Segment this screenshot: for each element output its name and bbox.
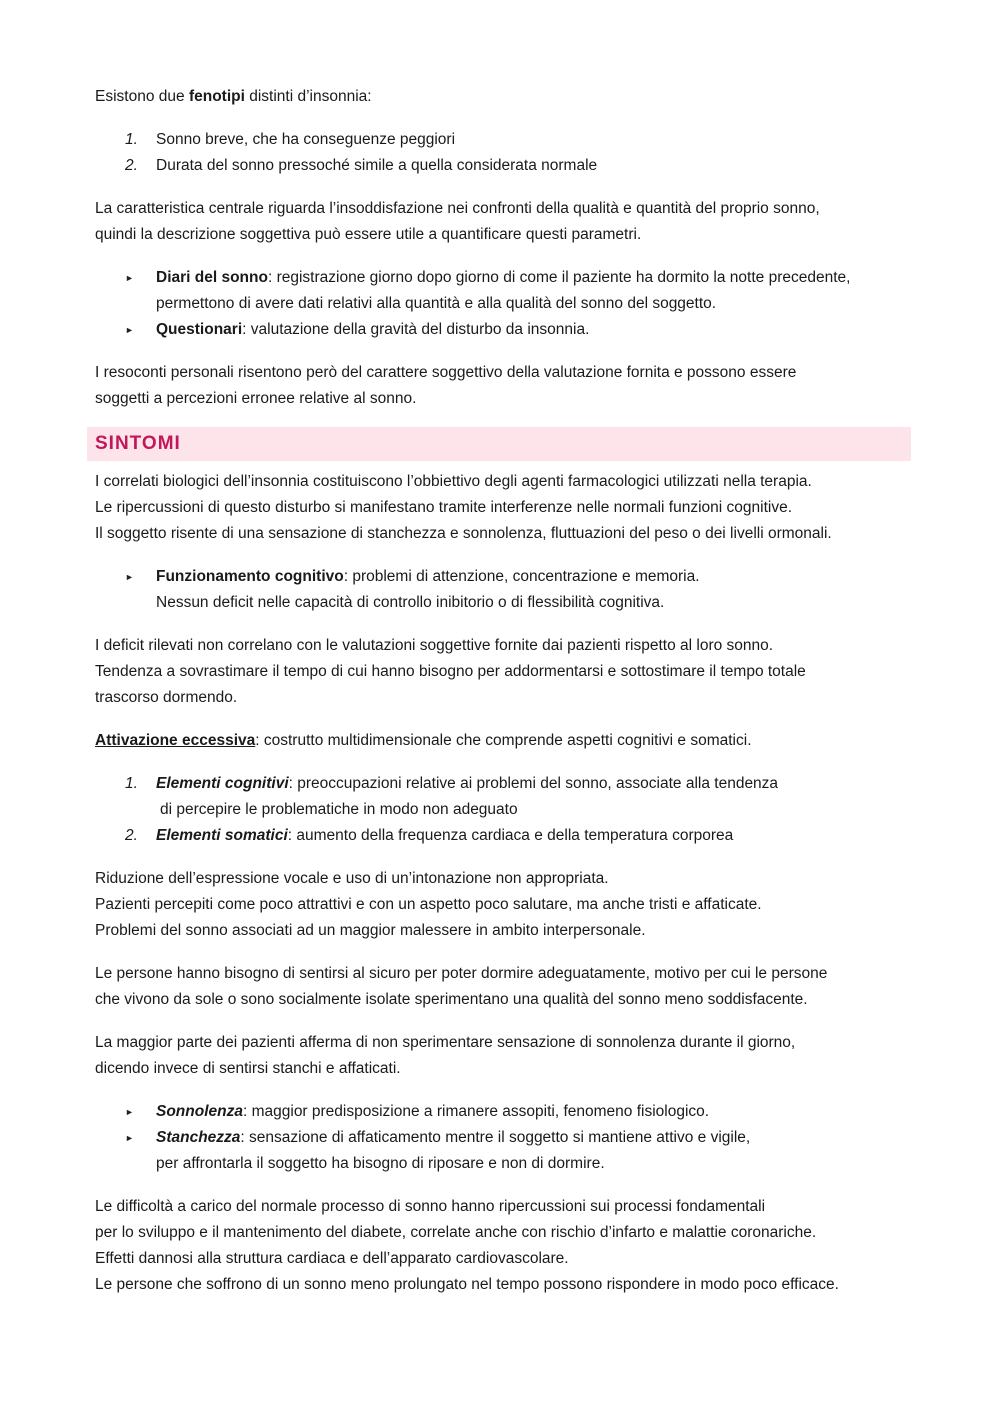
intro-bold: fenotipi bbox=[188, 88, 245, 105]
bullet-triangle-icon: ► bbox=[125, 325, 134, 335]
list-text: : sensazione di affaticamento mentre il soggetto si mantiene attivo e vigile, bbox=[240, 1129, 751, 1146]
document-page bbox=[95, 84, 925, 1315]
paragraph-line: quindi la descrizione soggettiva può essere utile a quantificare questi parametri. bbox=[95, 226, 642, 243]
paragraph-line: che vivono da sole o sono socialmente isolate sperimentano una qualità del sonno meno soddisfacente. bbox=[95, 991, 808, 1008]
intro-paragraph bbox=[95, 84, 925, 110]
paragraph-line: per lo sviluppo e il mantenimento del diabete, correlate anche con rischio d’infarto e malattie coronariche. bbox=[95, 1224, 817, 1241]
list-text: : problemi di attenzione, concentrazione e memoria. bbox=[343, 568, 700, 585]
list-item bbox=[95, 823, 925, 849]
deficits-paragraph bbox=[95, 633, 925, 711]
safety-paragraph bbox=[95, 961, 925, 1013]
fatigue-list bbox=[95, 1099, 925, 1177]
paragraph-line: Effetti dannosi alla struttura cardiaca e dell’apparato cardiovascolare. bbox=[95, 1250, 569, 1267]
paragraph-line: Riduzione dell’espressione vocale e uso di un’intonazione non appropriata. bbox=[95, 870, 609, 887]
list-number: 2. bbox=[125, 827, 138, 844]
bullet-triangle-icon: ► bbox=[125, 273, 134, 283]
paragraph-line: dicendo invece di sentirsi stanchi e affaticati. bbox=[95, 1060, 401, 1077]
list-text: Nessun deficit nelle capacità di controllo inibitorio o di flessibilità cognitiva. bbox=[156, 594, 665, 611]
list-item bbox=[95, 1125, 925, 1177]
intro-text: Esistono due bbox=[95, 88, 189, 105]
list-item bbox=[95, 153, 925, 179]
paragraph-line: I resoconti personali risentono però del carattere soggettivo della valutazione fornita e possono essere bbox=[95, 364, 797, 381]
list-text: : maggior predisposizione a rimanere assopiti, fenomeno fisiologico. bbox=[242, 1103, 710, 1120]
list-term: Sonnolenza bbox=[156, 1103, 243, 1120]
list-item bbox=[95, 564, 925, 616]
paragraph-line: I deficit rilevati non correlano con le valutazioni soggettive fornite dai pazienti rispetto al loro sonno. bbox=[95, 637, 774, 654]
list-text: : preoccupazioni relative ai problemi del sonno, associate alla tendenza bbox=[288, 775, 779, 792]
section-heading: SINTOMI bbox=[87, 427, 911, 461]
list-term: Stanchezza bbox=[156, 1129, 241, 1146]
paragraph-line: Tendenza a sovrastimare il tempo di cui hanno bisogno per addormentarsi e sottostimare il tempo totale bbox=[95, 663, 806, 680]
paragraph-line: Il soggetto risente di una sensazione di stanchezza e sonnolenza, fluttuazioni del peso o dei livelli ormonali. bbox=[95, 525, 832, 542]
list-item bbox=[95, 317, 925, 343]
intro-text-end: distinti d’insonnia: bbox=[244, 88, 372, 105]
list-text: permettono di avere dati relativi alla quantità e alla qualità del sonno del soggetto. bbox=[156, 295, 717, 312]
activation-paragraph bbox=[95, 728, 925, 754]
tools-list bbox=[95, 265, 925, 343]
list-number: 1. bbox=[125, 775, 138, 792]
paragraph-line: Le ripercussioni di questo disturbo si manifestano tramite interferenze nelle normali funzioni cognitive. bbox=[95, 499, 793, 516]
health-paragraph bbox=[95, 1194, 925, 1298]
central-paragraph bbox=[95, 196, 925, 248]
paragraph-line: Le persone che soffrono di un sonno meno prolungato nel tempo possono rispondere in modo poco efficace. bbox=[95, 1276, 839, 1293]
bullet-triangle-icon: ► bbox=[125, 1133, 134, 1143]
paragraph-line: Pazienti percepiti come poco attrattivi e con un aspetto poco salutare, ma anche tristi e affaticate. bbox=[95, 896, 762, 913]
paragraph-line: Problemi del sonno associati ad un maggior malessere in ambito interpersonale. bbox=[95, 922, 646, 939]
vocal-paragraph bbox=[95, 866, 925, 944]
list-term: Elementi somatici bbox=[156, 827, 288, 844]
symptoms-paragraph bbox=[95, 469, 925, 547]
underlined-term: Attivazione eccessiva bbox=[95, 732, 256, 749]
list-item bbox=[95, 771, 925, 823]
paragraph-line: Le persone hanno bisogno di sentirsi al sicuro per poter dormire adeguatamente, motivo per cui le persone bbox=[95, 965, 828, 982]
list-term: Questionari bbox=[156, 321, 243, 338]
paragraph-line: trascorso dormendo. bbox=[95, 689, 238, 706]
list-text: Sonno breve, che ha conseguenze peggiori bbox=[156, 131, 456, 148]
list-text: Durata del sonno pressoché simile a quella considerata normale bbox=[156, 157, 598, 174]
list-item bbox=[95, 265, 925, 317]
list-term: Diari del sonno bbox=[156, 269, 268, 286]
list-term: Funzionamento cognitivo bbox=[156, 568, 344, 585]
paragraph-text: : costrutto multidimensionale che comprende aspetti cognitivi e somatici. bbox=[255, 732, 752, 749]
list-text: : registrazione giorno dopo giorno di come il paziente ha dormito la notte precedente, bbox=[267, 269, 851, 286]
paragraph-line: soggetti a percezioni erronee relative al sonno. bbox=[95, 390, 417, 407]
paragraph-line: Le difficoltà a carico del normale processo di sonno hanno ripercussioni sui processi fondamentali bbox=[95, 1198, 766, 1215]
paragraph-line: La caratteristica centrale riguarda l’insoddisfazione nei confronti della qualità e quantità del proprio sonno, bbox=[95, 200, 820, 217]
list-number: 2. bbox=[125, 157, 138, 174]
paragraph-line: La maggior parte dei pazienti afferma di non sperimentare sensazione di sonnolenza durante il giorno, bbox=[95, 1034, 796, 1051]
list-text: : valutazione della gravità del disturbo da insonnia. bbox=[242, 321, 590, 338]
list-number: 1. bbox=[125, 131, 138, 148]
list-text: per affrontarla il soggetto ha bisogno di riposare e non di dormire. bbox=[156, 1155, 605, 1172]
list-item bbox=[95, 1099, 925, 1125]
phenotype-list bbox=[95, 127, 925, 179]
list-term: Elementi cognitivi bbox=[156, 775, 289, 792]
list-text: : aumento della frequenza cardiaca e della temperatura corporea bbox=[287, 827, 734, 844]
bullet-triangle-icon: ► bbox=[125, 1107, 134, 1117]
list-text: di percepire le problematiche in modo non adeguato bbox=[160, 801, 518, 818]
elements-list bbox=[95, 771, 925, 849]
reports-paragraph bbox=[95, 360, 925, 412]
list-item bbox=[95, 127, 925, 153]
paragraph-line: I correlati biologici dell’insonnia costituiscono l’obbiettivo degli agenti farmacologici utilizzati nella terapia. bbox=[95, 473, 812, 490]
bullet-triangle-icon: ► bbox=[125, 572, 134, 582]
cognitive-list bbox=[95, 564, 925, 616]
daytime-paragraph bbox=[95, 1030, 925, 1082]
